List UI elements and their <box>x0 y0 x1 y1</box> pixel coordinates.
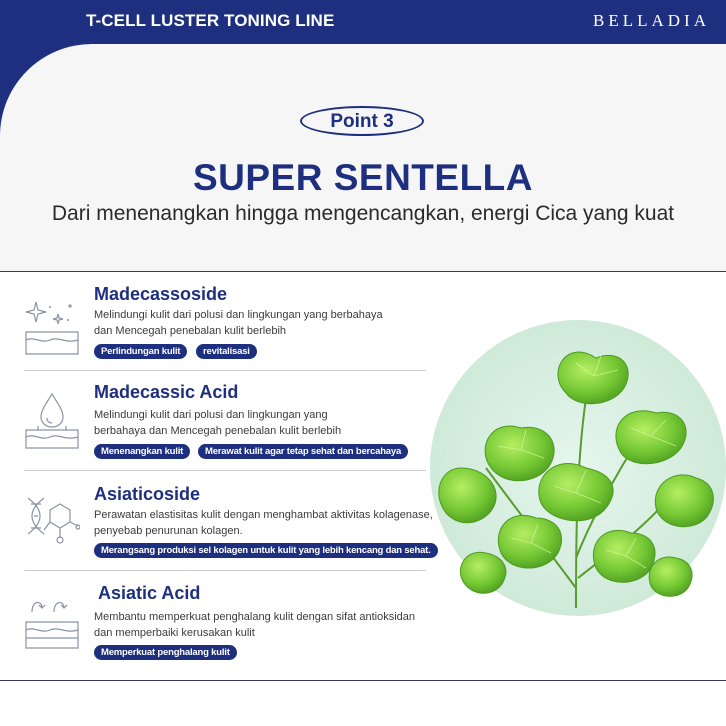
brand-logo: BELLADIA <box>593 11 710 30</box>
benefit-tag: revitalisasi <box>196 344 257 359</box>
ingredient-name: Madecassic Acid <box>94 382 239 402</box>
benefit-tag: Merangsang produksi sel kolagen untuk kulit yang lebih kencang dan sehat. <box>94 543 438 558</box>
ingredient-name: Asiatic Acid <box>98 583 201 603</box>
sparkle-skin-icon <box>24 298 80 356</box>
benefit-tag: Memperkuat penghalang kulit <box>94 645 237 660</box>
ingredient-description: Membantu memperkuat penghalang kulit dengan sifat antioksidan dan memperbaiki kerusakan kulit <box>94 611 416 639</box>
benefit-tag: Merawat kulit agar tetap sehat dan bercahaya <box>198 444 408 459</box>
ingredient-description: Melindungi kulit dari polusi dan lingkungan yang berbahaya dan Mencegah penebalan kulit berlebih <box>94 409 342 437</box>
product-line-name: T-CELL LUSTER TONING LINE <box>86 11 335 30</box>
ingredient-name: Asiaticoside <box>94 484 201 504</box>
page-title: SUPER SENTELLA <box>192 157 534 198</box>
barrier-arrows-icon <box>24 592 80 650</box>
row-divider <box>24 470 426 471</box>
ingredient-description: Melindungi kulit dari polusi dan lingkungan yang berbahaya dan Mencegah penebalan kulit berlebih <box>94 309 383 337</box>
page-subtitle: Dari menenangkan hingga mengencangkan, energi Cica yang kuat <box>51 202 675 225</box>
row-divider <box>24 570 426 571</box>
top-banner <box>0 0 726 44</box>
point-badge: Point 3 <box>300 106 424 136</box>
water-drop-skin-icon <box>24 392 80 450</box>
dna-molecule-icon <box>24 494 80 550</box>
benefit-tag: Perlindungan kulit <box>94 344 187 359</box>
footer-space <box>0 681 726 726</box>
ingredient-name: Madecassoside <box>94 284 228 304</box>
benefit-tag: Menenangkan kulit <box>94 444 190 459</box>
ingredient-description: Perawatan elastisitas kulit dengan menghambat aktivitas kolagenase, penyebab penurunan kolagen. <box>94 509 433 537</box>
row-divider <box>24 370 426 371</box>
centella-leaves-image <box>426 318 726 618</box>
